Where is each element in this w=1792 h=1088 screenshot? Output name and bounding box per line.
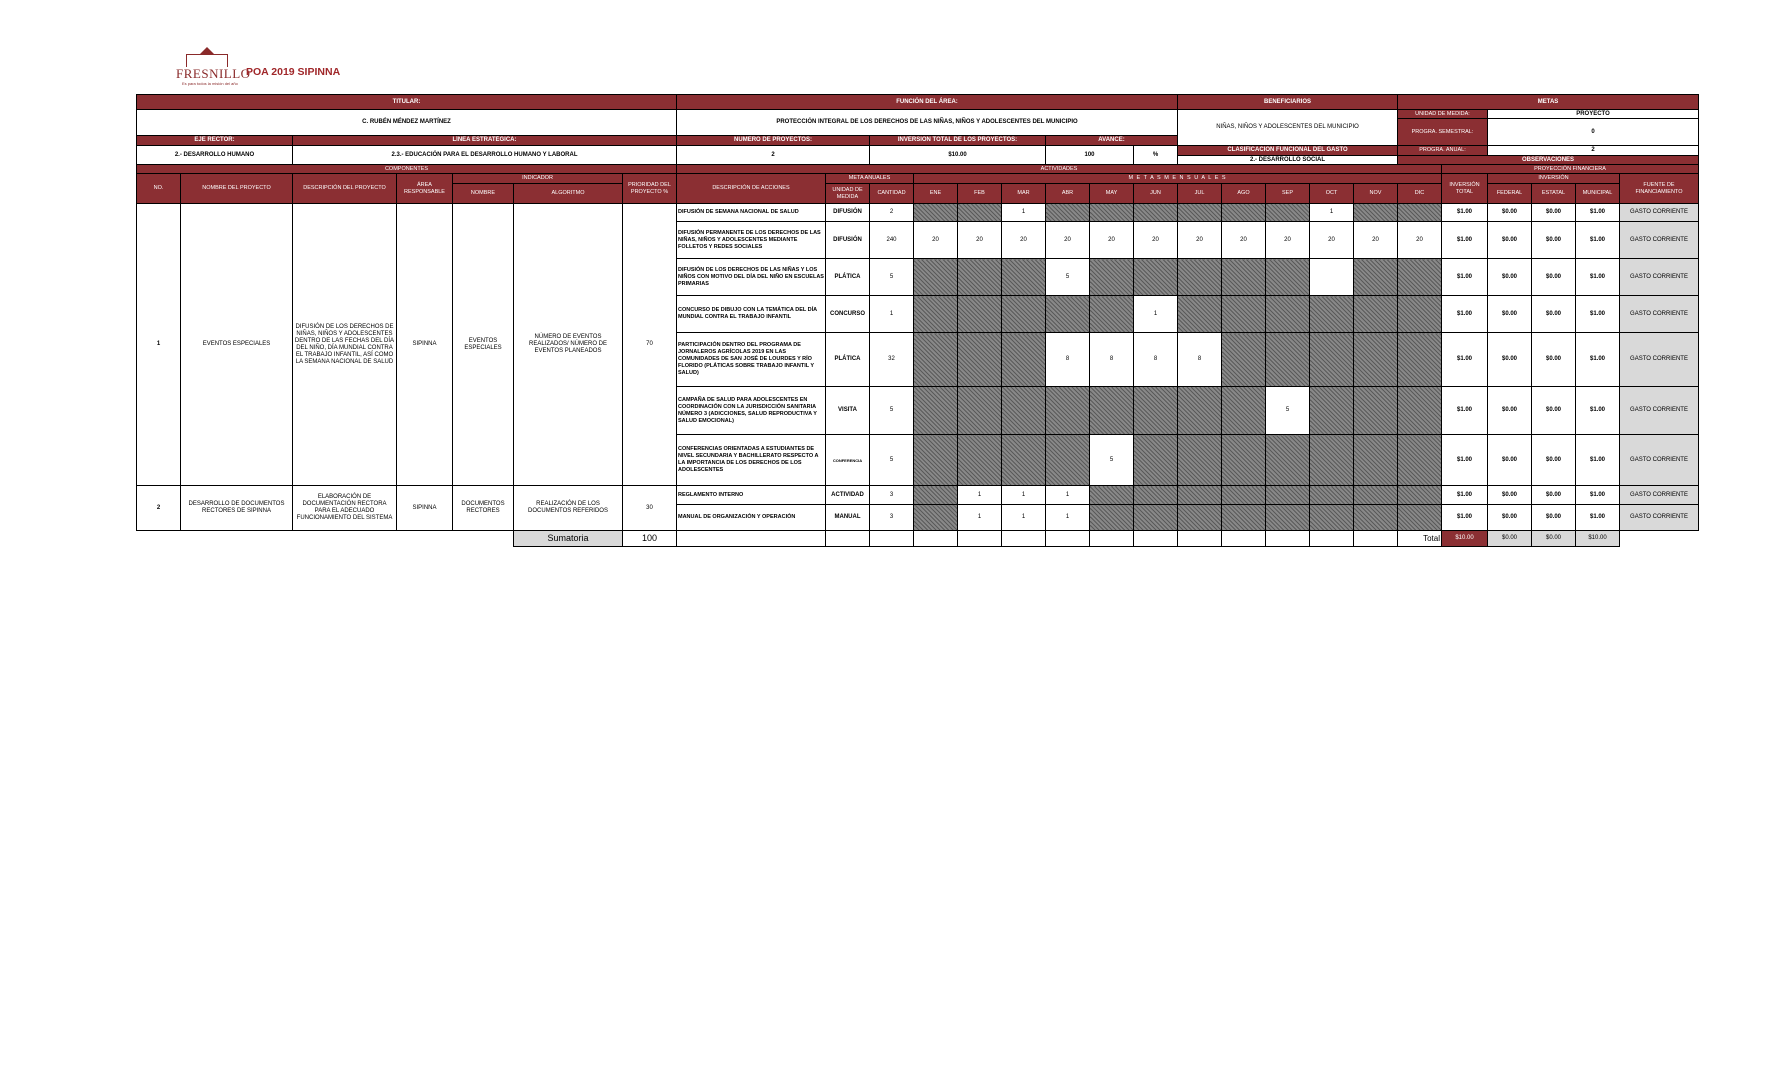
investment-total: $1.00 — [1442, 486, 1488, 505]
blank-cell — [293, 531, 397, 547]
project-name: DESARROLLO DE DOCUMENTOS RECTORES DE SIPINNA — [181, 486, 293, 531]
investment-total: $1.00 — [1442, 204, 1488, 222]
month-cell — [958, 204, 1002, 222]
action-unit: ACTIVIDAD — [826, 486, 870, 505]
blank-cell — [1090, 531, 1134, 547]
month-cell — [1178, 259, 1222, 296]
project-number: 2 — [137, 486, 181, 531]
month-cell: 20 — [1354, 222, 1398, 259]
investment-federal: $0.00 — [1488, 505, 1532, 531]
funding-source: GASTO CORRIENTE — [1620, 333, 1699, 387]
project-description: DIFUSIÓN DE LOS DERECHOS DE NIÑAS, NIÑOS Y ADOLESCENTES DENTRO DE LAS FECHAS DEL DÍA DEL NIÑO, DÍA MUNDIAL CONTRA EL TRABAJO INFANTIL, ASÍ COMO LA SEMANA NACIONAL DE SALUD — [293, 204, 397, 486]
month-cell — [1090, 505, 1134, 531]
month-cell — [1354, 486, 1398, 505]
indicator-name: EVENTOS ESPECIALES — [453, 204, 514, 486]
funding-source: GASTO CORRIENTE — [1620, 486, 1699, 505]
titular-value: C. RUBÉN MÉNDEZ MARTÍNEZ — [137, 110, 677, 136]
month-cell — [1046, 387, 1090, 435]
project-name: EVENTOS ESPECIALES — [181, 204, 293, 486]
col-ind-nombre: NOMBRE — [453, 184, 514, 204]
month-cell — [958, 296, 1002, 333]
action-description: REGLAMENTO INTERNO — [677, 486, 826, 505]
month-cell — [1266, 435, 1310, 486]
action-quantity: 5 — [870, 387, 914, 435]
col-area: ÁREA RESPONSABLE — [397, 174, 453, 204]
action-description: DIFUSIÓN PERMANENTE DE LOS DERECHOS DE LAS NIÑAS, NIÑOS Y ADOLESCENTES MEDIANTE FOLLETOS Y REDES SOCIALES — [677, 222, 826, 259]
month-cell: 20 — [1398, 222, 1442, 259]
action-unit: MANUAL — [826, 505, 870, 531]
month-cell: 20 — [1310, 222, 1354, 259]
month-cell — [1310, 387, 1354, 435]
col-month: MAR — [1002, 184, 1046, 204]
investment-federal: $0.00 — [1488, 486, 1532, 505]
total-inversion: $10.00 — [1442, 531, 1488, 547]
col-prioridad: PRIORIDAD DEL PROYECTO % — [623, 174, 677, 204]
logo-subtitle: Es para todos la misión del año — [182, 81, 238, 86]
month-cell: 20 — [1090, 222, 1134, 259]
month-cell — [1354, 387, 1398, 435]
month-cell — [1134, 486, 1178, 505]
action-description: DIFUSIÓN DE LOS DERECHOS DE LAS NIÑAS Y LOS NIÑOS CON MOTIVO DEL DÍA DEL NIÑO EN ESCUELAS PRIMARIAS — [677, 259, 826, 296]
month-cell — [914, 387, 958, 435]
unidad-medida-value: PROYECTO — [1488, 110, 1699, 119]
col-month: DIC — [1398, 184, 1442, 204]
col-cantidad: CANTIDAD — [870, 184, 914, 204]
progra-anual-label: PROGRA. ANUAL: — [1398, 146, 1488, 156]
month-cell — [958, 259, 1002, 296]
funcion-label: FUNCIÓN DEL ÁREA: — [677, 95, 1178, 110]
metas-label: METAS — [1398, 95, 1699, 110]
investment-municipal: $1.00 — [1576, 222, 1620, 259]
month-cell: 20 — [1134, 222, 1178, 259]
action-description: CAMPAÑA DE SALUD PARA ADOLESCENTES EN COORDINACIÓN CON LA JURISDICCIÓN SANITARIA NÚMERO 3 (ADICCIONES, SALUD REPRODUCTIVA Y SALUD EMOCIONAL) — [677, 387, 826, 435]
month-cell: 20 — [914, 222, 958, 259]
col-no: NO. — [137, 174, 181, 204]
investment-total: $1.00 — [1442, 505, 1488, 531]
col-indicador: INDICADOR — [453, 174, 623, 184]
col-nombre-proyecto: NOMBRE DEL PROYECTO — [181, 174, 293, 204]
action-quantity: 240 — [870, 222, 914, 259]
month-cell — [1178, 204, 1222, 222]
month-cell — [1046, 435, 1090, 486]
col-month: ENE — [914, 184, 958, 204]
action-description: MANUAL DE ORGANIZACIÓN Y OPERACIÓN — [677, 505, 826, 531]
month-cell: 1 — [1046, 486, 1090, 505]
blank-cell — [1134, 531, 1178, 547]
month-cell: 1 — [958, 505, 1002, 531]
progra-semestral-value: 0 — [1488, 119, 1699, 146]
month-cell: 20 — [1002, 222, 1046, 259]
blank-cell — [1178, 531, 1222, 547]
total-federal: $0.00 — [1488, 531, 1532, 547]
month-cell — [1222, 387, 1266, 435]
funding-source: GASTO CORRIENTE — [1620, 296, 1699, 333]
month-cell — [1266, 204, 1310, 222]
poa-sheet — [136, 94, 1699, 547]
avance-value: 100 — [1046, 146, 1134, 165]
action-quantity: 1 — [870, 296, 914, 333]
funcion-value: PROTECCIÓN INTEGRAL DE LOS DERECHOS DE LAS NIÑAS, NIÑOS Y ADOLESCENTES DEL MUNICIPIO — [677, 110, 1178, 136]
proyeccion-header: PROYECCIÓN FINANCIERA — [1442, 165, 1699, 174]
month-cell — [1090, 296, 1134, 333]
action-unit: DIFUSIÓN — [826, 222, 870, 259]
document-title: POA 2019 SIPINNA — [246, 66, 341, 78]
month-cell — [1266, 296, 1310, 333]
investment-municipal: $1.00 — [1576, 296, 1620, 333]
month-cell — [1222, 435, 1266, 486]
clasificacion-value: 2.- DESARROLLO SOCIAL — [1178, 156, 1398, 165]
month-cell — [1310, 435, 1354, 486]
action-quantity: 3 — [870, 505, 914, 531]
month-cell — [1266, 505, 1310, 531]
month-cell: 20 — [1046, 222, 1090, 259]
month-cell — [1090, 204, 1134, 222]
month-cell — [1398, 259, 1442, 296]
month-cell — [1002, 259, 1046, 296]
indicator-algorithm: NÚMERO DE EVENTOS REALIZADOS/ NÚMERO DE EVENTOS PLANEADOS — [514, 204, 623, 486]
action-unit: VISITA — [826, 387, 870, 435]
month-cell — [1354, 435, 1398, 486]
investment-total: $1.00 — [1442, 259, 1488, 296]
investment-municipal: $1.00 — [1576, 486, 1620, 505]
month-cell: 1 — [1002, 505, 1046, 531]
investment-estatal: $0.00 — [1532, 296, 1576, 333]
month-cell — [1310, 259, 1354, 296]
month-cell — [914, 435, 958, 486]
month-cell — [1178, 505, 1222, 531]
investment-municipal: $1.00 — [1576, 387, 1620, 435]
action-row — [137, 486, 1699, 505]
month-cell — [914, 204, 958, 222]
month-cell — [1002, 435, 1046, 486]
month-cell — [1002, 333, 1046, 387]
progra-semestral-label: PROGRA. SEMESTRAL: — [1398, 119, 1488, 146]
investment-estatal: $0.00 — [1532, 486, 1576, 505]
month-cell — [1354, 505, 1398, 531]
month-cell: 20 — [1178, 222, 1222, 259]
project-priority: 30 — [623, 486, 677, 531]
month-cell — [1134, 505, 1178, 531]
month-cell — [914, 259, 958, 296]
month-cell — [1310, 333, 1354, 387]
investment-federal: $0.00 — [1488, 259, 1532, 296]
investment-municipal: $1.00 — [1576, 333, 1620, 387]
investment-municipal: $1.00 — [1576, 505, 1620, 531]
month-cell — [914, 333, 958, 387]
poa-table — [136, 94, 1699, 547]
blank-cell — [1222, 531, 1266, 547]
month-cell: 1 — [1046, 505, 1090, 531]
month-cell — [1398, 296, 1442, 333]
month-cell: 1 — [958, 486, 1002, 505]
month-cell — [1090, 259, 1134, 296]
col-meta-anuales: META ANUALES — [826, 174, 914, 184]
month-cell — [1354, 333, 1398, 387]
investment-estatal: $0.00 — [1532, 204, 1576, 222]
action-quantity: 32 — [870, 333, 914, 387]
month-cell — [1398, 333, 1442, 387]
col-descripcion-proyecto: DESCRIPCIÓN DEL PROYECTO — [293, 174, 397, 204]
action-description: PARTICIPACIÓN DENTRO DEL PROGRAMA DE JORNALEROS AGRÍCOLAS 2019 EN LAS COMUNIDADES DE SAN JOSÉ DE LOURDES Y RÍO FLORIDO (PLÁTICAS SOBRE TRABAJO INFANTIL Y SALUD) — [677, 333, 826, 387]
month-cell — [1002, 387, 1046, 435]
col-inversion-total: INVERSIÓN TOTAL — [1442, 174, 1488, 204]
blank-cell — [137, 531, 181, 547]
month-cell — [1354, 296, 1398, 333]
blank-cell — [870, 531, 914, 547]
month-cell — [1266, 486, 1310, 505]
month-cell: 1 — [1002, 486, 1046, 505]
month-cell — [1266, 259, 1310, 296]
col-month: NOV — [1354, 184, 1398, 204]
month-cell: 5 — [1046, 259, 1090, 296]
funding-source: GASTO CORRIENTE — [1620, 505, 1699, 531]
action-description: CONFERENCIAS ORIENTADAS A ESTUDIANTES DE NIVEL SECUNDARIA Y BACHILLERATO RESPECTO A LA IMPORTANCIA DE LOS DERECHOS DE LOS ADOLESCENTES — [677, 435, 826, 486]
col-month: FEB — [958, 184, 1002, 204]
col-estatal: ESTATAL — [1532, 184, 1576, 204]
progra-anual-value: 2 — [1488, 146, 1699, 156]
month-cell — [1266, 333, 1310, 387]
action-row — [137, 204, 1699, 222]
blank-cell — [914, 531, 958, 547]
month-cell — [1398, 486, 1442, 505]
total-estatal: $0.00 — [1532, 531, 1576, 547]
investment-estatal: $0.00 — [1532, 387, 1576, 435]
month-cell: 20 — [958, 222, 1002, 259]
month-cell — [1002, 296, 1046, 333]
blank-cell — [1310, 531, 1354, 547]
month-cell — [1310, 505, 1354, 531]
col-month: MAY — [1090, 184, 1134, 204]
month-cell: 8 — [1046, 333, 1090, 387]
col-month: JUL — [1178, 184, 1222, 204]
col-desc-acciones: DESCRIPCIÓN DE ACCIONES — [677, 174, 826, 204]
month-cell — [1134, 204, 1178, 222]
month-cell — [1222, 333, 1266, 387]
investment-federal: $0.00 — [1488, 222, 1532, 259]
col-month: SEP — [1266, 184, 1310, 204]
eje-label: EJE RECTOR: — [137, 136, 293, 146]
project-priority: 70 — [623, 204, 677, 486]
month-cell: 5 — [1090, 435, 1134, 486]
month-cell — [1398, 435, 1442, 486]
blank-cell — [453, 531, 514, 547]
blank-cell — [1266, 531, 1310, 547]
month-cell: 20 — [1222, 222, 1266, 259]
month-cell — [1398, 505, 1442, 531]
investment-estatal: $0.00 — [1532, 222, 1576, 259]
indicator-name: DOCUMENTOS RECTORES — [453, 486, 514, 531]
investment-total: $1.00 — [1442, 435, 1488, 486]
month-cell: 8 — [1090, 333, 1134, 387]
investment-total: $1.00 — [1442, 296, 1488, 333]
month-cell: 8 — [1134, 333, 1178, 387]
col-month: OCT — [1310, 184, 1354, 204]
col-fuente: FUENTE DE FINANCIAMIENTO — [1620, 174, 1699, 204]
linea-label: LÍNEA ESTRATÉGICA: — [293, 136, 677, 146]
month-cell — [1222, 505, 1266, 531]
total-label: Total — [1398, 531, 1442, 547]
month-cell — [1222, 204, 1266, 222]
action-description: CONCURSO DE DIBUJO CON LA TEMÁTICA DEL DÍA MUNDIAL CONTRA EL TRABAJO INFANTIL — [677, 296, 826, 333]
investment-estatal: $0.00 — [1532, 333, 1576, 387]
month-cell — [1354, 204, 1398, 222]
project-number: 1 — [137, 204, 181, 486]
linea-value: 2.3.- EDUCACIÓN PARA EL DESARROLLO HUMANO Y LABORAL — [293, 146, 677, 165]
indicator-algorithm: REALIZACIÓN DE LOS DOCUMENTOS REFERIDOS — [514, 486, 623, 531]
action-unit: CONFERENCIA — [826, 435, 870, 486]
observaciones-label: OBSERVACIONES — [1398, 156, 1699, 165]
month-cell: 5 — [1266, 387, 1310, 435]
month-cell — [1090, 486, 1134, 505]
clasificacion-label: CLASIFICACIÓN FUNCIONAL DEL GASTO — [1178, 146, 1398, 156]
month-cell — [1222, 259, 1266, 296]
sumatoria-value: 100 — [623, 531, 677, 547]
beneficiarios-value: NIÑAS, NIÑOS Y ADOLESCENTES DEL MUNICIPIO — [1178, 110, 1398, 146]
month-cell — [1046, 296, 1090, 333]
blank-cell — [677, 531, 826, 547]
month-cell — [958, 387, 1002, 435]
blank-cell — [1002, 531, 1046, 547]
action-unit: PLÁTICA — [826, 259, 870, 296]
funding-source: GASTO CORRIENTE — [1620, 435, 1699, 486]
month-cell — [1222, 486, 1266, 505]
col-month: AGO — [1222, 184, 1266, 204]
fresnillo-logo — [176, 54, 251, 86]
month-cell: 1 — [1310, 204, 1354, 222]
avance-unit: % — [1134, 146, 1178, 165]
month-cell — [1222, 296, 1266, 333]
inversion-value: $10.00 — [870, 146, 1046, 165]
investment-estatal: $0.00 — [1532, 259, 1576, 296]
unidad-medida-label: UNIDAD DE MEDIDA: — [1398, 110, 1488, 119]
action-unit: CONCURSO — [826, 296, 870, 333]
month-cell — [1134, 259, 1178, 296]
month-cell — [1178, 486, 1222, 505]
col-month: JUN — [1134, 184, 1178, 204]
investment-municipal: $1.00 — [1576, 435, 1620, 486]
investment-federal: $0.00 — [1488, 296, 1532, 333]
componentes-header: COMPONENTES — [137, 165, 677, 174]
blank-cell — [1046, 531, 1090, 547]
blank-cell — [1620, 531, 1699, 547]
investment-total: $1.00 — [1442, 333, 1488, 387]
funding-source: GASTO CORRIENTE — [1620, 222, 1699, 259]
month-cell: 1 — [1002, 204, 1046, 222]
month-cell — [914, 505, 958, 531]
project-area: SIPINNA — [397, 486, 453, 531]
investment-municipal: $1.00 — [1576, 259, 1620, 296]
month-cell — [914, 486, 958, 505]
num-proyectos-label: NÚMERO DE PROYECTOS: — [677, 136, 870, 146]
col-metas-mensuales: M E T A S M E N S U A L E S — [914, 174, 1442, 184]
col-ind-algoritmo: ALGORITMO — [514, 184, 623, 204]
month-cell — [1134, 387, 1178, 435]
actividades-header: ACTIVIDADES — [677, 165, 1442, 174]
blank-cell — [397, 531, 453, 547]
col-unidad-medida: UNIDAD DE MEDIDA — [826, 184, 870, 204]
month-cell — [958, 435, 1002, 486]
avance-label: AVANCE: — [1046, 136, 1178, 146]
project-area: SIPINNA — [397, 204, 453, 486]
month-cell — [1090, 387, 1134, 435]
total-municipal: $10.00 — [1576, 531, 1620, 547]
investment-federal: $0.00 — [1488, 333, 1532, 387]
titular-label: TITULAR: — [137, 95, 677, 110]
project-description: ELABORACIÓN DE DOCUMENTACIÓN RECTORA PARA EL ADECUADO FUNCIONAMIENTO DEL SISTEMA — [293, 486, 397, 531]
totals-row — [137, 531, 1699, 547]
month-cell — [914, 296, 958, 333]
blank-cell — [958, 531, 1002, 547]
investment-estatal: $0.00 — [1532, 435, 1576, 486]
action-description: DIFUSIÓN DE SEMANA NACIONAL DE SALUD — [677, 204, 826, 222]
funding-source: GASTO CORRIENTE — [1620, 387, 1699, 435]
investment-total: $1.00 — [1442, 387, 1488, 435]
month-cell — [1310, 486, 1354, 505]
col-municipal: MUNICIPAL — [1576, 184, 1620, 204]
inversion-label: INVERSIÓN TOTAL DE LOS PROYECTOS: — [870, 136, 1046, 146]
month-cell: 8 — [1178, 333, 1222, 387]
month-cell: 20 — [1266, 222, 1310, 259]
investment-total: $1.00 — [1442, 222, 1488, 259]
investment-federal: $0.00 — [1488, 204, 1532, 222]
month-cell — [1046, 204, 1090, 222]
sumatoria-label: Sumatoria — [514, 531, 623, 547]
month-cell — [1398, 204, 1442, 222]
investment-municipal: $1.00 — [1576, 204, 1620, 222]
investment-federal: $0.00 — [1488, 435, 1532, 486]
blank-cell — [1354, 531, 1398, 547]
col-inversion: INVERSIÓN — [1488, 174, 1620, 184]
blank-cell — [826, 531, 870, 547]
action-quantity: 2 — [870, 204, 914, 222]
month-cell: 1 — [1134, 296, 1178, 333]
logo-text: FRESNILLO — [176, 66, 251, 81]
funding-source: GASTO CORRIENTE — [1620, 259, 1699, 296]
investment-estatal: $0.00 — [1532, 505, 1576, 531]
funding-source: GASTO CORRIENTE — [1620, 204, 1699, 222]
action-quantity: 5 — [870, 259, 914, 296]
col-federal: FEDERAL — [1488, 184, 1532, 204]
month-cell — [1134, 435, 1178, 486]
month-cell — [1178, 296, 1222, 333]
month-cell — [1354, 259, 1398, 296]
beneficiarios-label: BENEFICIARIOS — [1178, 95, 1398, 110]
num-proyectos-value: 2 — [677, 146, 870, 165]
action-quantity: 3 — [870, 486, 914, 505]
blank-cell — [181, 531, 293, 547]
month-cell — [1310, 296, 1354, 333]
month-cell — [1178, 435, 1222, 486]
month-cell — [958, 333, 1002, 387]
action-unit: DIFUSIÓN — [826, 204, 870, 222]
eje-value: 2.- DESARROLLO HUMANO — [137, 146, 293, 165]
investment-federal: $0.00 — [1488, 387, 1532, 435]
month-cell — [1398, 387, 1442, 435]
action-unit: PLÁTICA — [826, 333, 870, 387]
month-cell — [1178, 387, 1222, 435]
action-quantity: 5 — [870, 435, 914, 486]
col-month: ABR — [1046, 184, 1090, 204]
